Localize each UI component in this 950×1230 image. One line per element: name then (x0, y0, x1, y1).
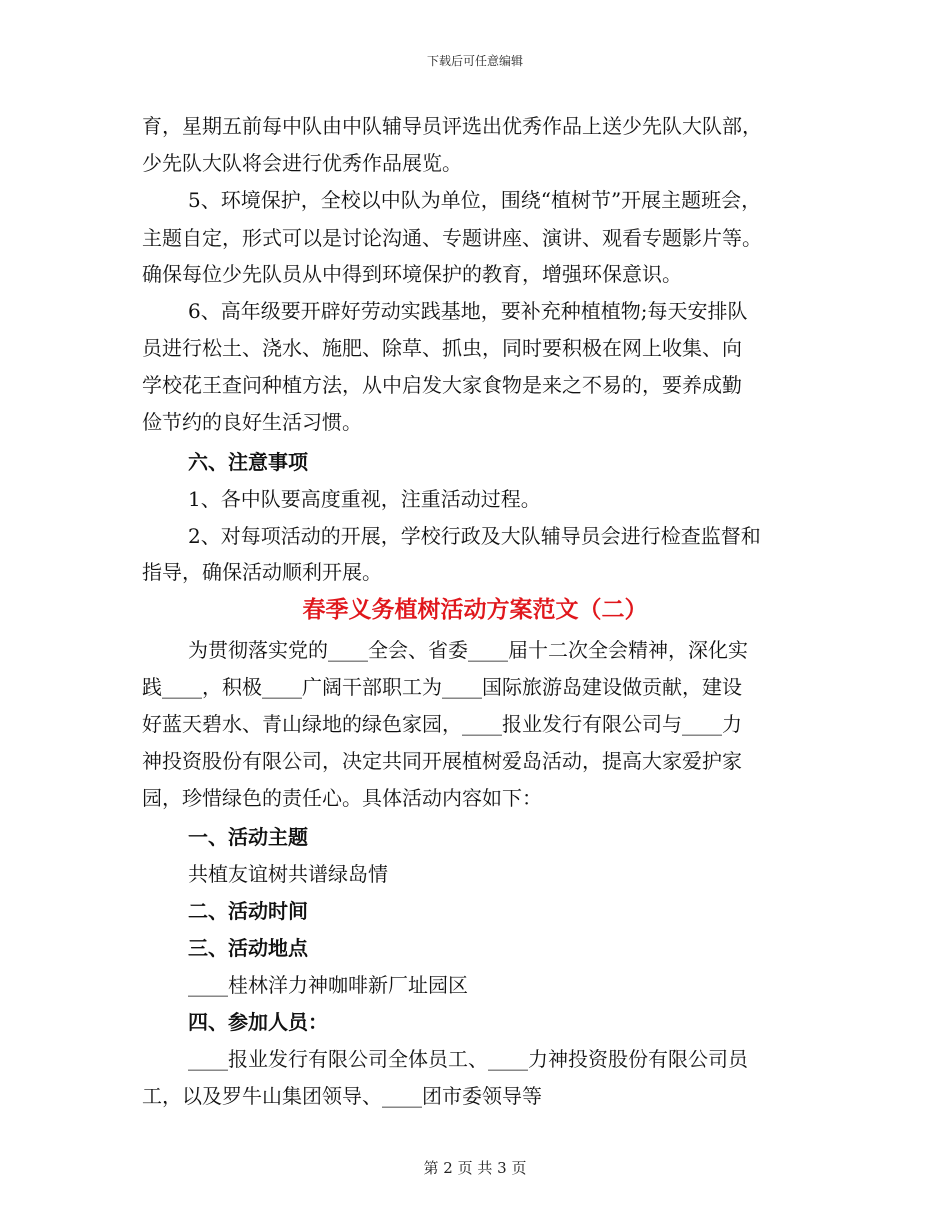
body-line: ____桂林洋力神咖啡新厂址园区 (188, 973, 468, 997)
body-line: 学校花王查问种植方法，从中启发大家食物是来之不易的，要养成勤 (142, 373, 742, 397)
page-footer: 第 2 页 共 3 页 (423, 1159, 527, 1177)
body-line: 确保每位少先队员从中得到环境保护的教育，增强环保意识。 (142, 262, 682, 286)
body-line: ____报业发行有限公司全体员工、____力神投资股份有限公司员 (188, 1047, 748, 1071)
section-heading: 二、活动时间 (188, 899, 308, 923)
body-line: 为贯彻落实党的____全会、省委____届十二次全会精神，深化实 (188, 638, 748, 662)
body-line: 6、高年级要开辟好劳动实践基地，要补充种植植物;每天安排队 (188, 299, 748, 323)
body-line: 少先队大队将会进行优秀作品展览。 (142, 151, 462, 175)
document-title: 春季义务植树活动方案范文（二） (302, 597, 648, 623)
body-line: 1、各中队要高度重视，注重活动过程。 (188, 487, 541, 511)
section-heading: 三、活动地点 (188, 936, 308, 960)
body-line: 育，星期五前每中队由中队辅导员评选出优秀作品上送少先队大队部， (142, 114, 762, 138)
section-heading: 一、活动主题 (188, 825, 308, 849)
body-line: 好蓝天碧水、青山绿地的绿色家园，____报业发行有限公司与____力 (142, 712, 742, 736)
body-line: 共植友谊树共谱绿岛情 (188, 862, 388, 886)
section-heading: 四、参加人员： (188, 1010, 328, 1034)
body-line: 2、对每项活动的开展，学校行政及大队辅导员会进行检查监督和 (188, 524, 761, 548)
body-line: 指导，确保活动顺利开展。 (142, 560, 382, 584)
body-line: 践____，积极____广阔干部职工为____国际旅游岛建设做贡献，建设 (142, 675, 742, 699)
body-line: 主题自定，形式可以是讨论沟通、专题讲座、演讲、观看专题影片等。 (142, 226, 762, 250)
body-line: 俭节约的良好生活习惯。 (142, 410, 362, 434)
page-header: 下载后可任意编辑 (426, 54, 523, 68)
section-heading: 六、注意事项 (188, 450, 308, 474)
body-line: 5、环境保护，全校以中队为单位，围绕“植树节”开展主题班会， (188, 188, 762, 212)
body-line: 园，珍惜绿色的责任心。具体活动内容如下： (142, 786, 542, 810)
body-line: 工，以及罗牛山集团领导、____团市委领导等 (142, 1084, 542, 1108)
body-line: 员进行松土、浇水、施肥、除草、抓虫，同时要积极在网上收集、向 (142, 336, 742, 360)
body-line: 神投资股份有限公司，决定共同开展植树爱岛活动，提高大家爱护家 (142, 749, 742, 773)
